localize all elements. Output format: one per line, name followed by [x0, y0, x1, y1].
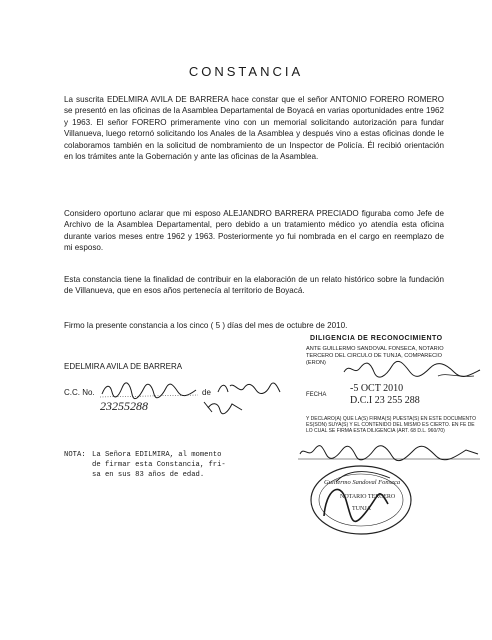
- document-title: CONSTANCIA: [188, 64, 304, 79]
- notary-id-code: D.C.I 23 255 288: [350, 395, 420, 406]
- paragraph-2: Considero oportuno aclarar que mi esposo ALEJANDRO BARRERA PRECIADO figuraba como Jefe de Archivo de la Asamblea Departamental, pero debido a un tratamiento médico yo atendía esta oficina durante varios meses entre 1962 y 1963. Posteriormente yo fui nombrada en el cargo en reemplazo de mi esposo.: [64, 209, 444, 253]
- cc-line: [64, 386, 284, 416]
- notary-date: -5 OCT 2010: [350, 383, 404, 394]
- handwritten-cc-number: [100, 398, 260, 416]
- notary-line-3: (ERON): [306, 360, 326, 366]
- notary-fecha-label: FECHA: [306, 392, 327, 398]
- notary-line-2: TERCERO DEL CIRCULO DE TUNJA, COMPARECIO: [306, 353, 443, 359]
- notary-signature-line: [296, 444, 482, 460]
- handwritten-place: [216, 380, 282, 398]
- paragraph-1: La suscrita EDELMIRA AVILA DE BARRERA hace constar que el señor ANTONIO FORERO ROMERO se presentó en las oficinas de la Asamblea Departamental de Boyacá en varias oportunidades entre 1962 y 1963. El señor FORERO primeramente vino con un memorial solicitando autorización para fundar Villanueva, luego retornó solicitando los Anales de la Asamblea y después vino a estas oficinas donde le colaboramos también en la solicitud de nombramiento de un Inspector de Policía. Él recibió orientación en los trámites ante la Gobernación y ante las oficinas de la Asamblea.: [64, 95, 444, 162]
- cc-number-text: 23255288: [100, 399, 148, 413]
- seal-city: TUNJA: [352, 506, 371, 512]
- paragraph-4: Firmo la presente constancia a los cinco ( 5 ) días del mes de octubre de 2010.: [64, 321, 348, 330]
- seal-title: NOTARIO TERCERO: [340, 494, 396, 500]
- signer-name: EDELMIRA AVILA DE BARRERA: [64, 362, 183, 371]
- notary-heading: DILIGENCIA DE RECONOCIMIENTO: [310, 335, 443, 342]
- notary-line-1: ANTE GUILLERMO SANDOVAL FONSECA, NOTARIO: [306, 346, 444, 352]
- note-text: La Señora EDILMIRA, al momento de firmar esta Constancia, fri- sa en sus 83 años de edad.: [92, 451, 226, 479]
- notary-stamp: [302, 336, 482, 546]
- notary-declaration: Y DECLARO(A) QUE LA(S) FIRMA(S) PUESTA(S) EN ESTE DOCUMENTO ES(SON) SUYA(S) Y EL CONTENIDO DEL MISMO ES CIERTO. EN FE DE LO CUAL SE FIRMA ESTA DILIGENCIA (ART. 68 D.L. 960/70): [306, 416, 477, 434]
- notary-handwriting-name: [342, 360, 482, 380]
- seal-name: Guillermo Sandoval Fonseca: [324, 479, 401, 486]
- paragraph-3: Esta constancia tiene la finalidad de contribuir en la elaboración de un relato histórico sobre la fundación de Villanueva, que en esos años pertenecía al territorio de Boyacá.: [64, 275, 444, 296]
- cc-label: C.C. No.: [64, 388, 95, 397]
- note-label: NOTA:: [64, 451, 86, 459]
- cc-de-label: de: [202, 388, 211, 397]
